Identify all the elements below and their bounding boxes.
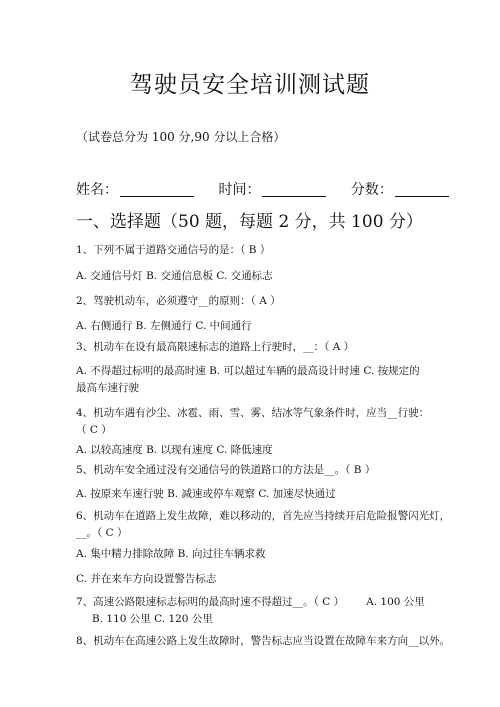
question-3-options: A. 不得超过标明的最高时速 B. 可以超过车辆的最高设计时速 C. 按规定的 (76, 365, 420, 377)
question-5: 5、机动车安全通过没有交通信号的铁道路口的方法是__。（ B ） (76, 464, 376, 476)
time-blank[interactable] (262, 181, 326, 197)
question-2-options: A. 右侧通行 B. 左侧通行 C. 中间通行 (76, 320, 252, 332)
question-3: 3、机动车在设有最高限速标志的道路上行驶时，__：（ A ） (76, 341, 355, 353)
name-label: 姓名： (76, 182, 118, 198)
score-label: 分数： (350, 182, 393, 198)
question-4-cont: （ C ） (76, 424, 112, 436)
question-3-options-cont: 最高车速行驶 (76, 382, 139, 394)
page-title: 驾驶员安全培训测试题 (130, 72, 370, 98)
question-7-options: B. 110 公里 C. 120 公里 (92, 613, 213, 625)
score-note: （试卷总分为 100 分,90 分以上合格） (76, 130, 286, 144)
question-6: 6、机动车在道路上发生故障，难以移动的，首先应当持续开启危险报警闪光灯， (76, 510, 451, 522)
question-7-option-a: A. 100 公里 (366, 596, 425, 608)
time-label: 时间： (218, 182, 261, 198)
question-1: 1、下列不属于道路交通信号的是：（ B ） (76, 244, 271, 256)
name-blank[interactable] (120, 181, 194, 197)
question-6-options-cont: C. 并在来车方向设置警告标志 (76, 573, 217, 585)
question-7 (76, 595, 425, 609)
question-6-cont: __。（ C ） (76, 527, 128, 539)
question-6-options: A. 集中精力排除故障 B. 向过往车辆求救 (76, 548, 266, 560)
question-8: 8、机动车在高速公路上发生故障时，警告标志应当设置在故障车来方向__以外。 (76, 635, 451, 647)
question-1-options: A. 交通信号灯 B. 交通信息板 C. 交通标志 (76, 270, 273, 282)
question-4: 4、机动车遇有沙尘、冰雹、雨、雪、雾、结冰等气象条件时，应当__行驶： (76, 407, 430, 419)
question-5-options: A. 按原来车速行驶 B. 减速或停车观察 C. 加速尽快通过 (76, 488, 336, 500)
section-title: 一、选择题（50 题，每题 2 分，共 100 分） (76, 212, 423, 232)
score-blank[interactable] (395, 181, 449, 197)
info-fields (76, 179, 436, 199)
question-4-options: A. 以较高速度 B. 以现有速度 C. 降低速度 (76, 444, 273, 456)
question-7-text: 7、高速公路限速标志标明的最高时速不得超过__。（ C ） (76, 596, 345, 608)
question-2: 2、驾驶机动车，必须遵守__的原则：（ A ） (76, 295, 281, 307)
